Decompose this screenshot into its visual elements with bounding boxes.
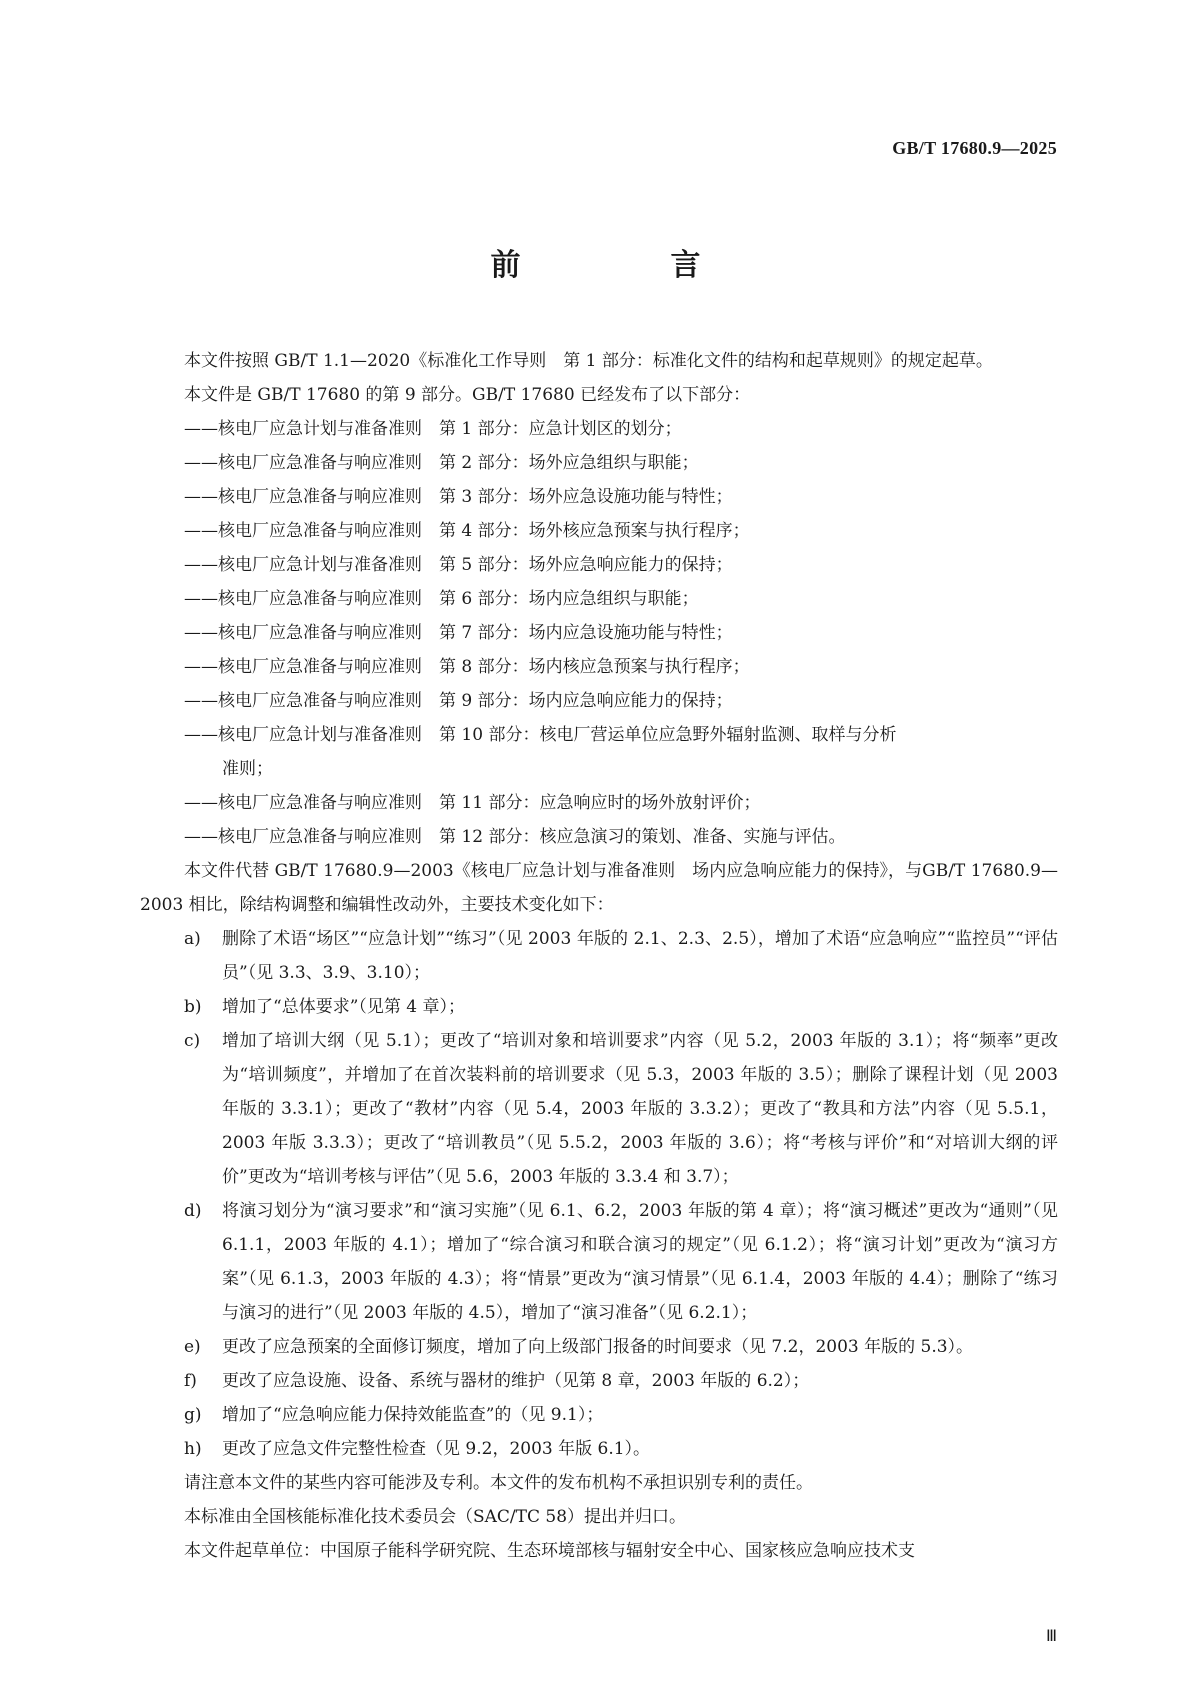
part-list-item: ——核电厂应急准备与响应准则 第 11 部分：应急响应时的场外放射评价； bbox=[184, 793, 761, 813]
part-list-item bbox=[140, 718, 1058, 786]
part-list-item: ——核电厂应急准备与响应准则 第 12 部分：核应急演习的策划、准备、实施与评估。 bbox=[184, 827, 846, 847]
change-label: f) bbox=[184, 1371, 197, 1391]
change-label: g) bbox=[184, 1405, 202, 1425]
intro-paragraph: 本文件是 GB/T 17680 的第 9 部分。GB/T 17680 已经发布了以下部分： bbox=[184, 385, 751, 405]
change-item bbox=[140, 1024, 1058, 1194]
part-list-item: ——核电厂应急准备与响应准则 第 8 部分：场内核应急预案与执行程序； bbox=[184, 657, 750, 677]
change-item bbox=[140, 1330, 1058, 1364]
part-list-item: ——核电厂应急准备与响应准则 第 6 部分：场内应急组织与职能； bbox=[184, 589, 699, 609]
page-number: Ⅲ bbox=[1045, 1628, 1057, 1645]
change-item bbox=[140, 1398, 1058, 1432]
change-item bbox=[140, 1432, 1058, 1466]
drafting-units: 本文件起草单位：中国原子能科学研究院、生态环境部核与辐射安全中心、国家核应急响应技术支 bbox=[184, 1541, 915, 1561]
change-text: 更改了应急文件完整性检查（见 9.2，2003 年版 6.1）。 bbox=[222, 1439, 651, 1459]
change-text: 删除了术语“场区”“应急计划”“练习”（见 2003 年版的 2.1、2.3、2.5），增加了术语“应急响应”“监控员”“评估员”（见 3.3、3.9、3.10）； bbox=[222, 929, 1058, 983]
part-list-item: ——核电厂应急准备与响应准则 第 2 部分：场外应急组织与职能； bbox=[184, 453, 699, 473]
document-body bbox=[140, 344, 1058, 1568]
change-label: a) bbox=[184, 929, 201, 949]
change-text: 增加了“总体要求”（见第 4 章）； bbox=[222, 997, 466, 1017]
change-label: e) bbox=[184, 1337, 201, 1357]
intro-paragraph: 本文件按照 GB/T 1.1—2020《标准化工作导则 第 1 部分：标准化文件的结构和起草规则》的规定起草。 bbox=[184, 351, 993, 371]
change-item bbox=[140, 1194, 1058, 1330]
change-text: 更改了应急预案的全面修订频度，增加了向上级部门报备的时间要求（见 7.2，2003 年版的 5.3）。 bbox=[222, 1337, 974, 1357]
replace-paragraph: 本文件代替 GB/T 17680.9—2003《核电厂应急计划与准备准则 场内应急响应能力的保持》，与GB/T 17680.9—2003 相比，除结构调整和编辑性改动外，主要技术变化如下： bbox=[140, 861, 1058, 915]
change-text: 更改了应急设施、设备、系统与器材的维护（见第 8 章，2003 年版的 6.2）； bbox=[222, 1371, 810, 1391]
change-label: c) bbox=[184, 1031, 201, 1051]
standard-number: GB/T 17680.9—2025 bbox=[892, 138, 1057, 158]
committee-statement: 本标准由全国核能标准化技术委员会（SAC/TC 58）提出并归口。 bbox=[184, 1507, 687, 1527]
change-text: 将演习划分为“演习要求”和“演习实施”（见 6.1、6.2，2003 年版的第 4 章）；将“演习概述”更改为“通则”（见 6.1.1，2003 年版的 4.1）；增加了“综合演习和联合演习的规定”（见 6.1.2）；将“演习计划”更改为“演习方案”（见 6.1.3，2003 年版的 4.3）；将“情景”更改为“演习情景”（见 6.1.4，2003 年版的 4.4）；删除了“练习与演习的进行”（见 2003 年版的 4.5），增加了“演习准备”（见 6.2.1）； bbox=[222, 1201, 1058, 1323]
part-list-item: ——核电厂应急准备与响应准则 第 7 部分：场内应急设施功能与特性； bbox=[184, 623, 733, 643]
change-item bbox=[140, 922, 1058, 990]
change-text: 增加了培训大纲（见 5.1）；更改了“培训对象和培训要求”内容（见 5.2，2003 年版的 3.1）；将“频率”更改为“培训频度”，并增加了在首次装料前的培训要求（见 5.3，2003 年版的 3.5）；删除了课程计划（见 2003 年版的 3.3.1）；更改了“教材”内容（见 5.4，2003 年版的 3.3.2）；更改了“教具和方法”内容（见 5.5.1，2003 年版 3.3.3）；更改了“培训教员”（见 5.5.2，2003 年版的 3.6）；将“考核与评价”和“对培训大纲的评价”更改为“培训考核与评估”（见 5.6，2003 年版的 3.3.4 和 3.7）； bbox=[222, 1031, 1058, 1187]
change-label: d) bbox=[184, 1201, 202, 1221]
change-item bbox=[140, 990, 1058, 1024]
change-text: 增加了“应急响应能力保持效能监查”的（见 9.1）； bbox=[222, 1405, 604, 1425]
page-title: 前 言 bbox=[490, 248, 761, 283]
change-label: h) bbox=[184, 1439, 202, 1459]
part-list-item-continuation: 准则； bbox=[222, 759, 273, 779]
part-list-item: ——核电厂应急计划与准备准则 第 1 部分：应急计划区的划分； bbox=[184, 419, 682, 439]
part-list-item: ——核电厂应急准备与响应准则 第 4 部分：场外核应急预案与执行程序； bbox=[184, 521, 750, 541]
patent-notice: 请注意本文件的某些内容可能涉及专利。本文件的发布机构不承担识别专利的责任。 bbox=[184, 1473, 813, 1493]
part-list-item-line: ——核电厂应急计划与准备准则 第 10 部分：核电厂营运单位应急野外辐射监测、取样与分析 bbox=[184, 725, 897, 745]
part-list-item: ——核电厂应急准备与响应准则 第 9 部分：场内应急响应能力的保持； bbox=[184, 691, 733, 711]
change-item bbox=[140, 1364, 1058, 1398]
part-list-item: ——核电厂应急计划与准备准则 第 5 部分：场外应急响应能力的保持； bbox=[184, 555, 733, 575]
part-list-item: ——核电厂应急准备与响应准则 第 3 部分：场外应急设施功能与特性； bbox=[184, 487, 733, 507]
change-label: b) bbox=[184, 997, 202, 1017]
